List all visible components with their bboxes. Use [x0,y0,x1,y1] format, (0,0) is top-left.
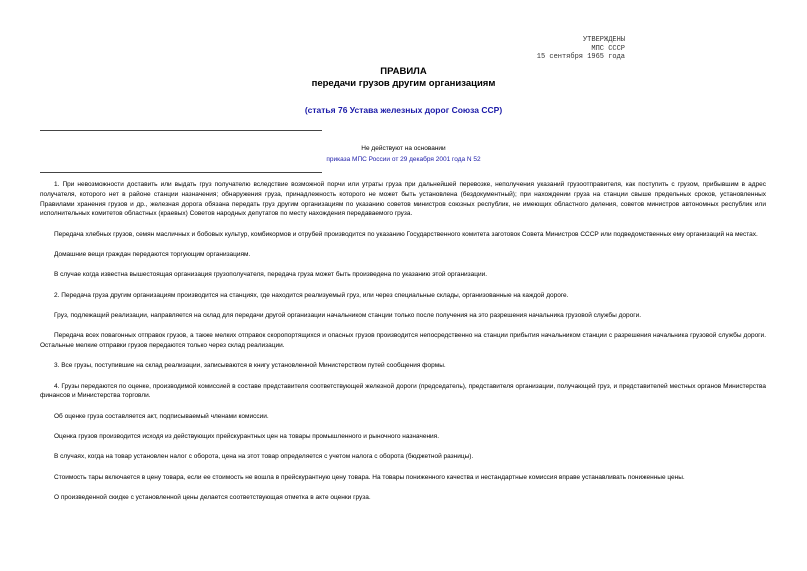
paragraph: 1. При невозможности доставить или выдать груз получателю вследствие возможной порчи или утраты груза при дальнейшей перевозке, неполучения указаний грузоотправителя, как поступить с грузом, прибывшим в адрес получателя, которого нет в районе станции назначения; обнаружения груза, принадлежность которого не может быть установлена (бездокументный); при нахождении груза на станции свыше предельных сроков, установленных Правилами хранения грузов и др., железная дорога обязана передать груз другим организациям по указанию советов министров союзных республик, не имеющих областного деления, советов министров автономных республик или исполнительных комитетов областных (краевых) Советов народных депутатов по месту нахождения передаваемого груза. [40,181,766,218]
paragraph: О произведенной скидке с установленной цены делается соответствующая отметка в акте оценки груза. [54,493,371,501]
title-main: ПРАВИЛА [380,66,427,77]
paragraph: Оценка грузов производится исходя из действующих прейскурантных цен на товары промышленного и рыночного назначения. [54,432,439,440]
approval-authority: МПС СССР [591,44,625,53]
paragraph: Домашние вещи граждан передаются торгующим организациям. [54,250,251,258]
order-link[interactable]: приказа МПС России от 29 декабря 2001 года N 52 [326,156,481,163]
paragraph: Передача всех повагонных отправок грузов, а также мелких отправок скоропортящихся и опасных грузов производится непосредственно на станции прибытия начальником станции с разрешения начальника грузовой службы дороги. Остальные мелкие отправки грузов передаются только через склад реализации. [40,332,766,349]
approval-stamp [465,36,625,62]
notice-text: Не действуют на основании [361,145,446,152]
approval-date: 15 сентября 1965 года [536,53,625,61]
paragraph: В случае когда известна вышестоящая организация грузополучателя, передача груза может быть произведена по указанию этой организации. [54,271,488,279]
validity-notice [0,143,807,165]
paragraph: Стоимость тары включается в цену товара, если ее стоимость не вошла в прейскурантную цену товара. На товары пониженного качества и нестандартные комиссия вправе устанавливать пониженные цены. [54,473,685,481]
paragraph: Передача хлебных грузов, семян масличных и бобовых культур, комбикормов и отрубей производится по указанию Государственного комитета заготовок Совета Министров СССР или подведомственных ему организаций на местах. [54,230,758,238]
divider-top [40,130,322,131]
document-body [40,180,766,513]
paragraph: 4. Грузы передаются по оценке, производимой комиссией в составе представителя соответствующей железной дороги (председатель), представителя организации, получающей груз, и представителей местных органов Министерства финансов и Министерства торговли. [40,382,766,400]
paragraph: 3. Все грузы, поступившие на склад реализации, записываются в книгу установленной Министерством путей сообщения формы. [54,362,446,370]
document-subtitle: (статья 76 Устава железных дорог Союза ССР) [304,105,503,115]
paragraph: Груз, подлежащий реализации, направляется на склад для передачи другой организации начальником станции только после получения на это разрешения начальника грузовой службы дороги. [54,311,642,319]
paragraph: В случаях, когда на товар установлен налог с оборота, цена на этот товар определяется с учетом налога с оборота (бюджетной разницы). [54,453,474,461]
paragraph: 2. Передача груза другим организациям производится на станциях, где находится реализуемый груз, или через специальные склады, организованные на каждой дороге. [54,291,569,299]
title-sub: передачи грузов другим организациям [311,78,496,89]
divider-bottom [40,172,322,173]
approval-line: УТВЕРЖДЕНЫ [582,36,625,44]
paragraph: Об оценке груза составляется акт, подписываемый членами комиссии. [54,412,269,420]
document-title [0,66,807,90]
